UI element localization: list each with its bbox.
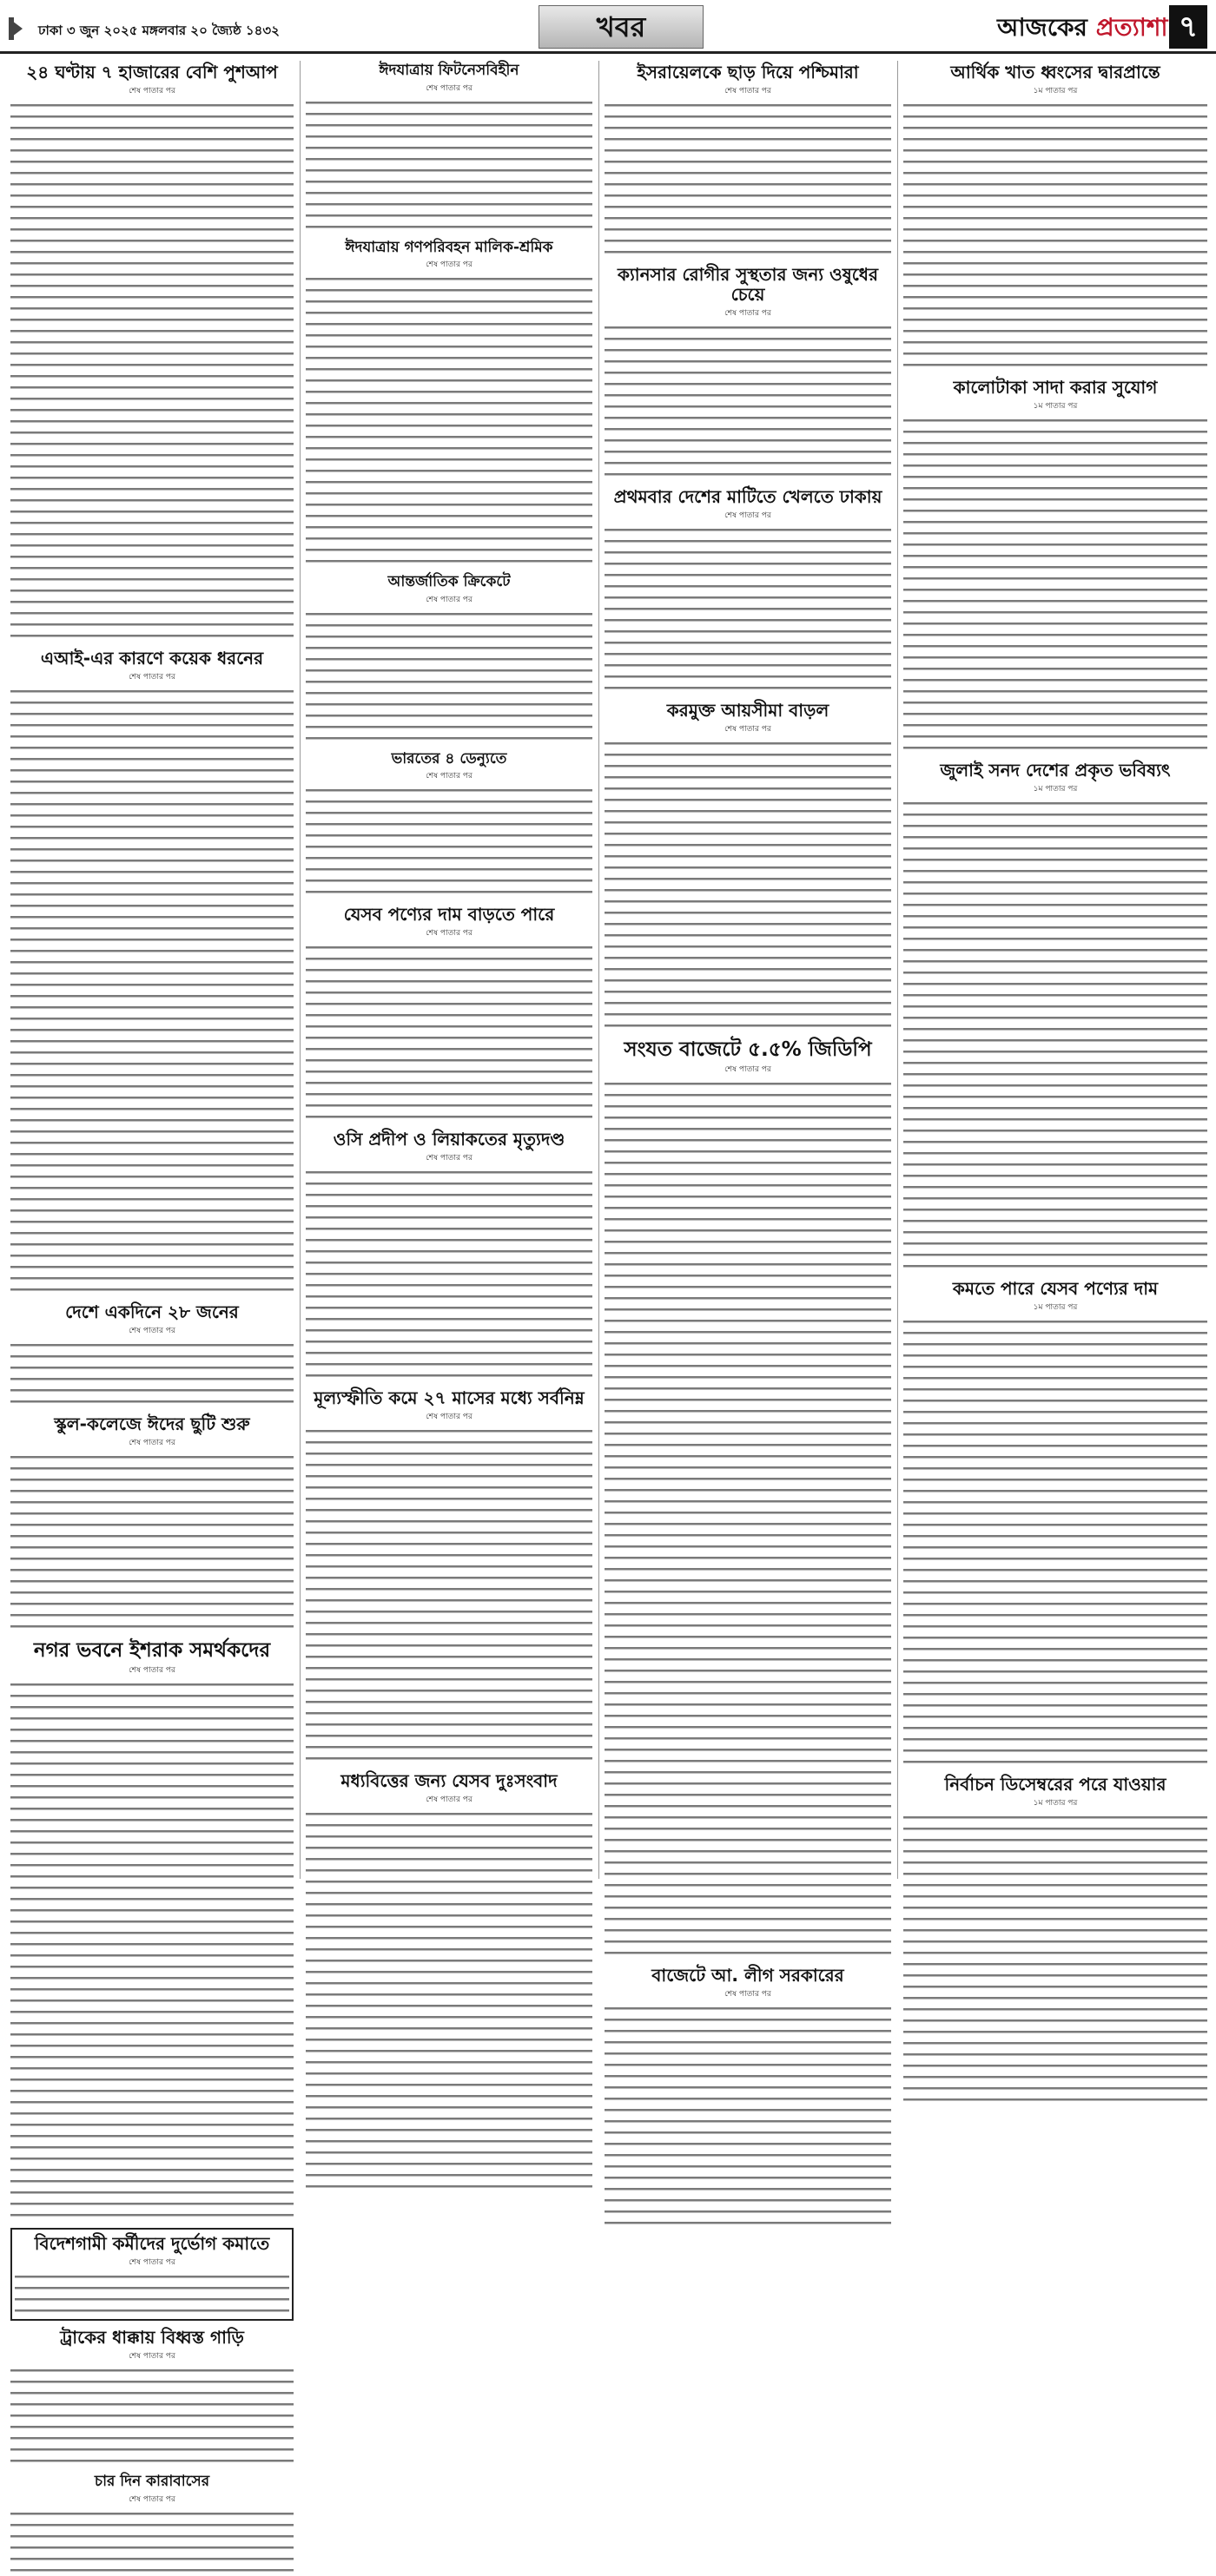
article <box>10 1302 294 1407</box>
article-body <box>10 100 294 642</box>
article-body <box>605 322 891 480</box>
continued-from-label: শেষ পাতার পর <box>129 87 175 96</box>
column-divider <box>897 61 898 1879</box>
brand-prefix: আজকের <box>997 13 1087 42</box>
article-body <box>10 686 294 1295</box>
column-4 <box>903 61 1207 1879</box>
article-headline: ভারতের ৪ ডেন্যুতে <box>391 749 507 768</box>
column-3 <box>605 61 891 2000</box>
article-body <box>10 1452 294 1632</box>
newspaper-logo <box>997 9 1168 49</box>
article-body <box>306 942 592 1123</box>
article-headline: ঈদযাত্রায় গণপরিবহন মালিক-শ্রমিক <box>345 238 553 256</box>
article-headline: ক্যানসার রোগীর সুস্থতার জন্য ওষুধের চেয়ে <box>617 264 879 305</box>
continued-from-label: ১ম পাতার পর <box>1033 87 1078 96</box>
article-headline: ঈদযাত্রায় ফিটনেসবিহীন <box>379 62 519 79</box>
column-1 <box>10 61 294 2504</box>
column-divider <box>300 61 301 1879</box>
article-body <box>306 1808 592 2192</box>
page-number: ৭ <box>1169 5 1207 49</box>
article-body <box>10 1340 294 1407</box>
article <box>605 1966 891 2229</box>
article-body <box>10 2365 294 2467</box>
continued-from-label: শেষ পাতার পর <box>426 929 473 939</box>
article-body <box>306 273 592 567</box>
continued-from-label: ১ম পাতার পর <box>1033 1799 1078 1808</box>
continued-from-label: শেষ পাতার পর <box>724 725 771 734</box>
article <box>903 63 1207 371</box>
article <box>605 487 891 694</box>
column-2 <box>306 61 592 1879</box>
continued-from-label: শেষ পাতার পর <box>724 1065 771 1075</box>
column-divider <box>598 61 599 1879</box>
continued-from-label: শেষ পাতার পর <box>724 511 771 520</box>
article-headline: কালোটাকা সাদা করার সুযোগ <box>953 377 1158 398</box>
article-headline: বাজেটে আ. লীগ সরকারের <box>651 1965 844 1986</box>
article <box>10 63 294 642</box>
article <box>10 649 294 1295</box>
article-body <box>605 2003 891 2229</box>
continued-from-label: শেষ পাতার পর <box>426 772 473 781</box>
article <box>306 1388 592 1764</box>
continued-from-label: শেষ পাতার পর <box>129 2352 175 2362</box>
article-headline: আন্তর্জাতিক ক্রিকেটে <box>387 573 511 591</box>
article <box>605 701 891 1031</box>
continued-from-label: শেষ পাতার পর <box>426 1154 473 1163</box>
continued-from-label: শেষ পাতার পর <box>426 595 473 604</box>
article-body <box>903 415 1207 754</box>
article <box>306 751 592 899</box>
article-headline: ইসরায়েলকে ছাড় দিয়ে পশ্চিমারা <box>637 62 859 82</box>
article-body <box>903 1812 1207 2105</box>
arrow-right-icon <box>12 21 23 36</box>
article-body <box>306 785 592 898</box>
article-headline: বিদেশগামী কর্মীদের দুর্ভোগ কমাতে <box>34 2233 270 2255</box>
article <box>903 1279 1207 1768</box>
continued-from-label: শেষ পাতার পর <box>129 673 175 682</box>
article-headline: এআই-এর কারণে কয়েক ধরনের <box>40 648 264 669</box>
article <box>306 63 592 233</box>
article-body <box>306 1426 592 1764</box>
article <box>903 1775 1207 2105</box>
article-headline: সংযত বাজেটে ৫.৫% জিডিপি <box>624 1038 872 1061</box>
article <box>306 1130 592 1381</box>
article-body <box>605 1078 891 1959</box>
article-headline: কমতে পারে যেসব পণ্যের দাম <box>952 1278 1159 1299</box>
article-headline: ২৪ ঘণ্টায় ৭ হাজারের বেশি পুশআপ <box>26 62 278 82</box>
continued-from-label: শেষ পাতার পর <box>129 2494 175 2504</box>
article <box>306 905 592 1123</box>
continued-from-label: শেষ পাতার পর <box>426 83 473 93</box>
article-headline: চার দিন কারাবাসের <box>94 2473 210 2491</box>
section-title: খবর <box>539 5 704 49</box>
article <box>10 1414 294 1632</box>
article-headline: মূল্যস্ফীতি কমে ২৭ মাসের মধ্যে সর্বনিম্ন <box>314 1387 585 1409</box>
article-headline: মধ্যবিত্তের জন্য যেসব দুঃসংবাদ <box>340 1770 558 1792</box>
article-body <box>605 738 891 1031</box>
header-date: ঢাকা ৩ জুন ২০২৫ মঙ্গলবার ২০ জ্যৈষ্ঠ ১৪৩২ <box>38 23 280 38</box>
article <box>306 574 592 744</box>
continued-from-label: শেষ পাতার পর <box>129 1439 175 1447</box>
article-body <box>306 97 592 233</box>
continued-from-label: শেষ পাতার পর <box>129 2258 175 2268</box>
page-header <box>0 0 1216 54</box>
article-headline: আর্থিক খাত ধ্বংসের দ্বারপ্রান্তে <box>950 62 1160 82</box>
article-headline: যেসব পণ্যের দাম বাড়তে পারে <box>343 904 555 926</box>
article <box>306 240 592 568</box>
article-body <box>306 609 592 744</box>
article-headline: দেশে একদিনে ২৮ জনের <box>65 1301 239 1322</box>
continued-from-label: শেষ পাতার পর <box>426 1795 473 1805</box>
article-headline: নগর ভবনে ইশরাক সমর্থকদের <box>33 1639 271 1662</box>
continued-from-label: শেষ পাতার পর <box>724 1990 771 2000</box>
article <box>903 378 1207 754</box>
article <box>10 2228 294 2321</box>
article <box>306 1771 592 2192</box>
continued-from-label: শেষ পাতার পর <box>426 260 473 270</box>
article-headline: নির্বাচন ডিসেম্বরের পরে যাওয়ার <box>944 1774 1166 1795</box>
continued-from-label: শেষ পাতার পর <box>129 1666 175 1676</box>
article <box>605 1038 891 1959</box>
article-body <box>605 100 891 258</box>
article-body <box>10 2508 294 2576</box>
article-body <box>903 798 1207 1272</box>
article-body <box>10 1679 294 2221</box>
article <box>903 761 1207 1272</box>
article-body <box>903 100 1207 371</box>
article-body <box>903 1316 1207 1768</box>
article <box>10 1639 294 2221</box>
article <box>10 2328 294 2467</box>
continued-from-label: শেষ পাতার পর <box>426 1413 473 1422</box>
article <box>605 63 891 258</box>
continued-from-label: শেষ পাতার পর <box>129 1327 175 1335</box>
continued-from-label: শেষ পাতার পর <box>724 309 771 318</box>
article-body <box>605 524 891 694</box>
brand-highlight: প্রত্যাশা <box>1095 13 1168 42</box>
article-headline: জুলাই সনদ দেশের প্রকৃত ভবিষ্যৎ <box>940 760 1171 781</box>
continued-from-label: ১ম পাতার পর <box>1033 1303 1078 1312</box>
article-headline: ওসি প্রদীপ ও লিয়াকতের মৃত্যুদণ্ড <box>333 1129 565 1150</box>
article-headline: প্রথমবার দেশের মাটিতে খেলতে ঢাকায় <box>613 486 882 507</box>
continued-from-label: ১ম পাতার পর <box>1033 402 1078 411</box>
continued-from-label: শেষ পাতার পর <box>724 87 771 96</box>
article-headline: স্কুল-কলেজে ঈদের ছুটি শুরু <box>54 1413 250 1434</box>
article-body <box>15 2271 289 2316</box>
article-headline: করমুক্ত আয়সীমা বাড়ল <box>666 700 829 721</box>
article-headline: ট্রাকের ধাক্কায় বিধ্বস্ত গাড়ি <box>60 2327 244 2349</box>
continued-from-label: ১ম পাতার পর <box>1033 785 1078 794</box>
article <box>10 2474 294 2576</box>
article <box>605 265 891 480</box>
article-body <box>306 1167 592 1381</box>
